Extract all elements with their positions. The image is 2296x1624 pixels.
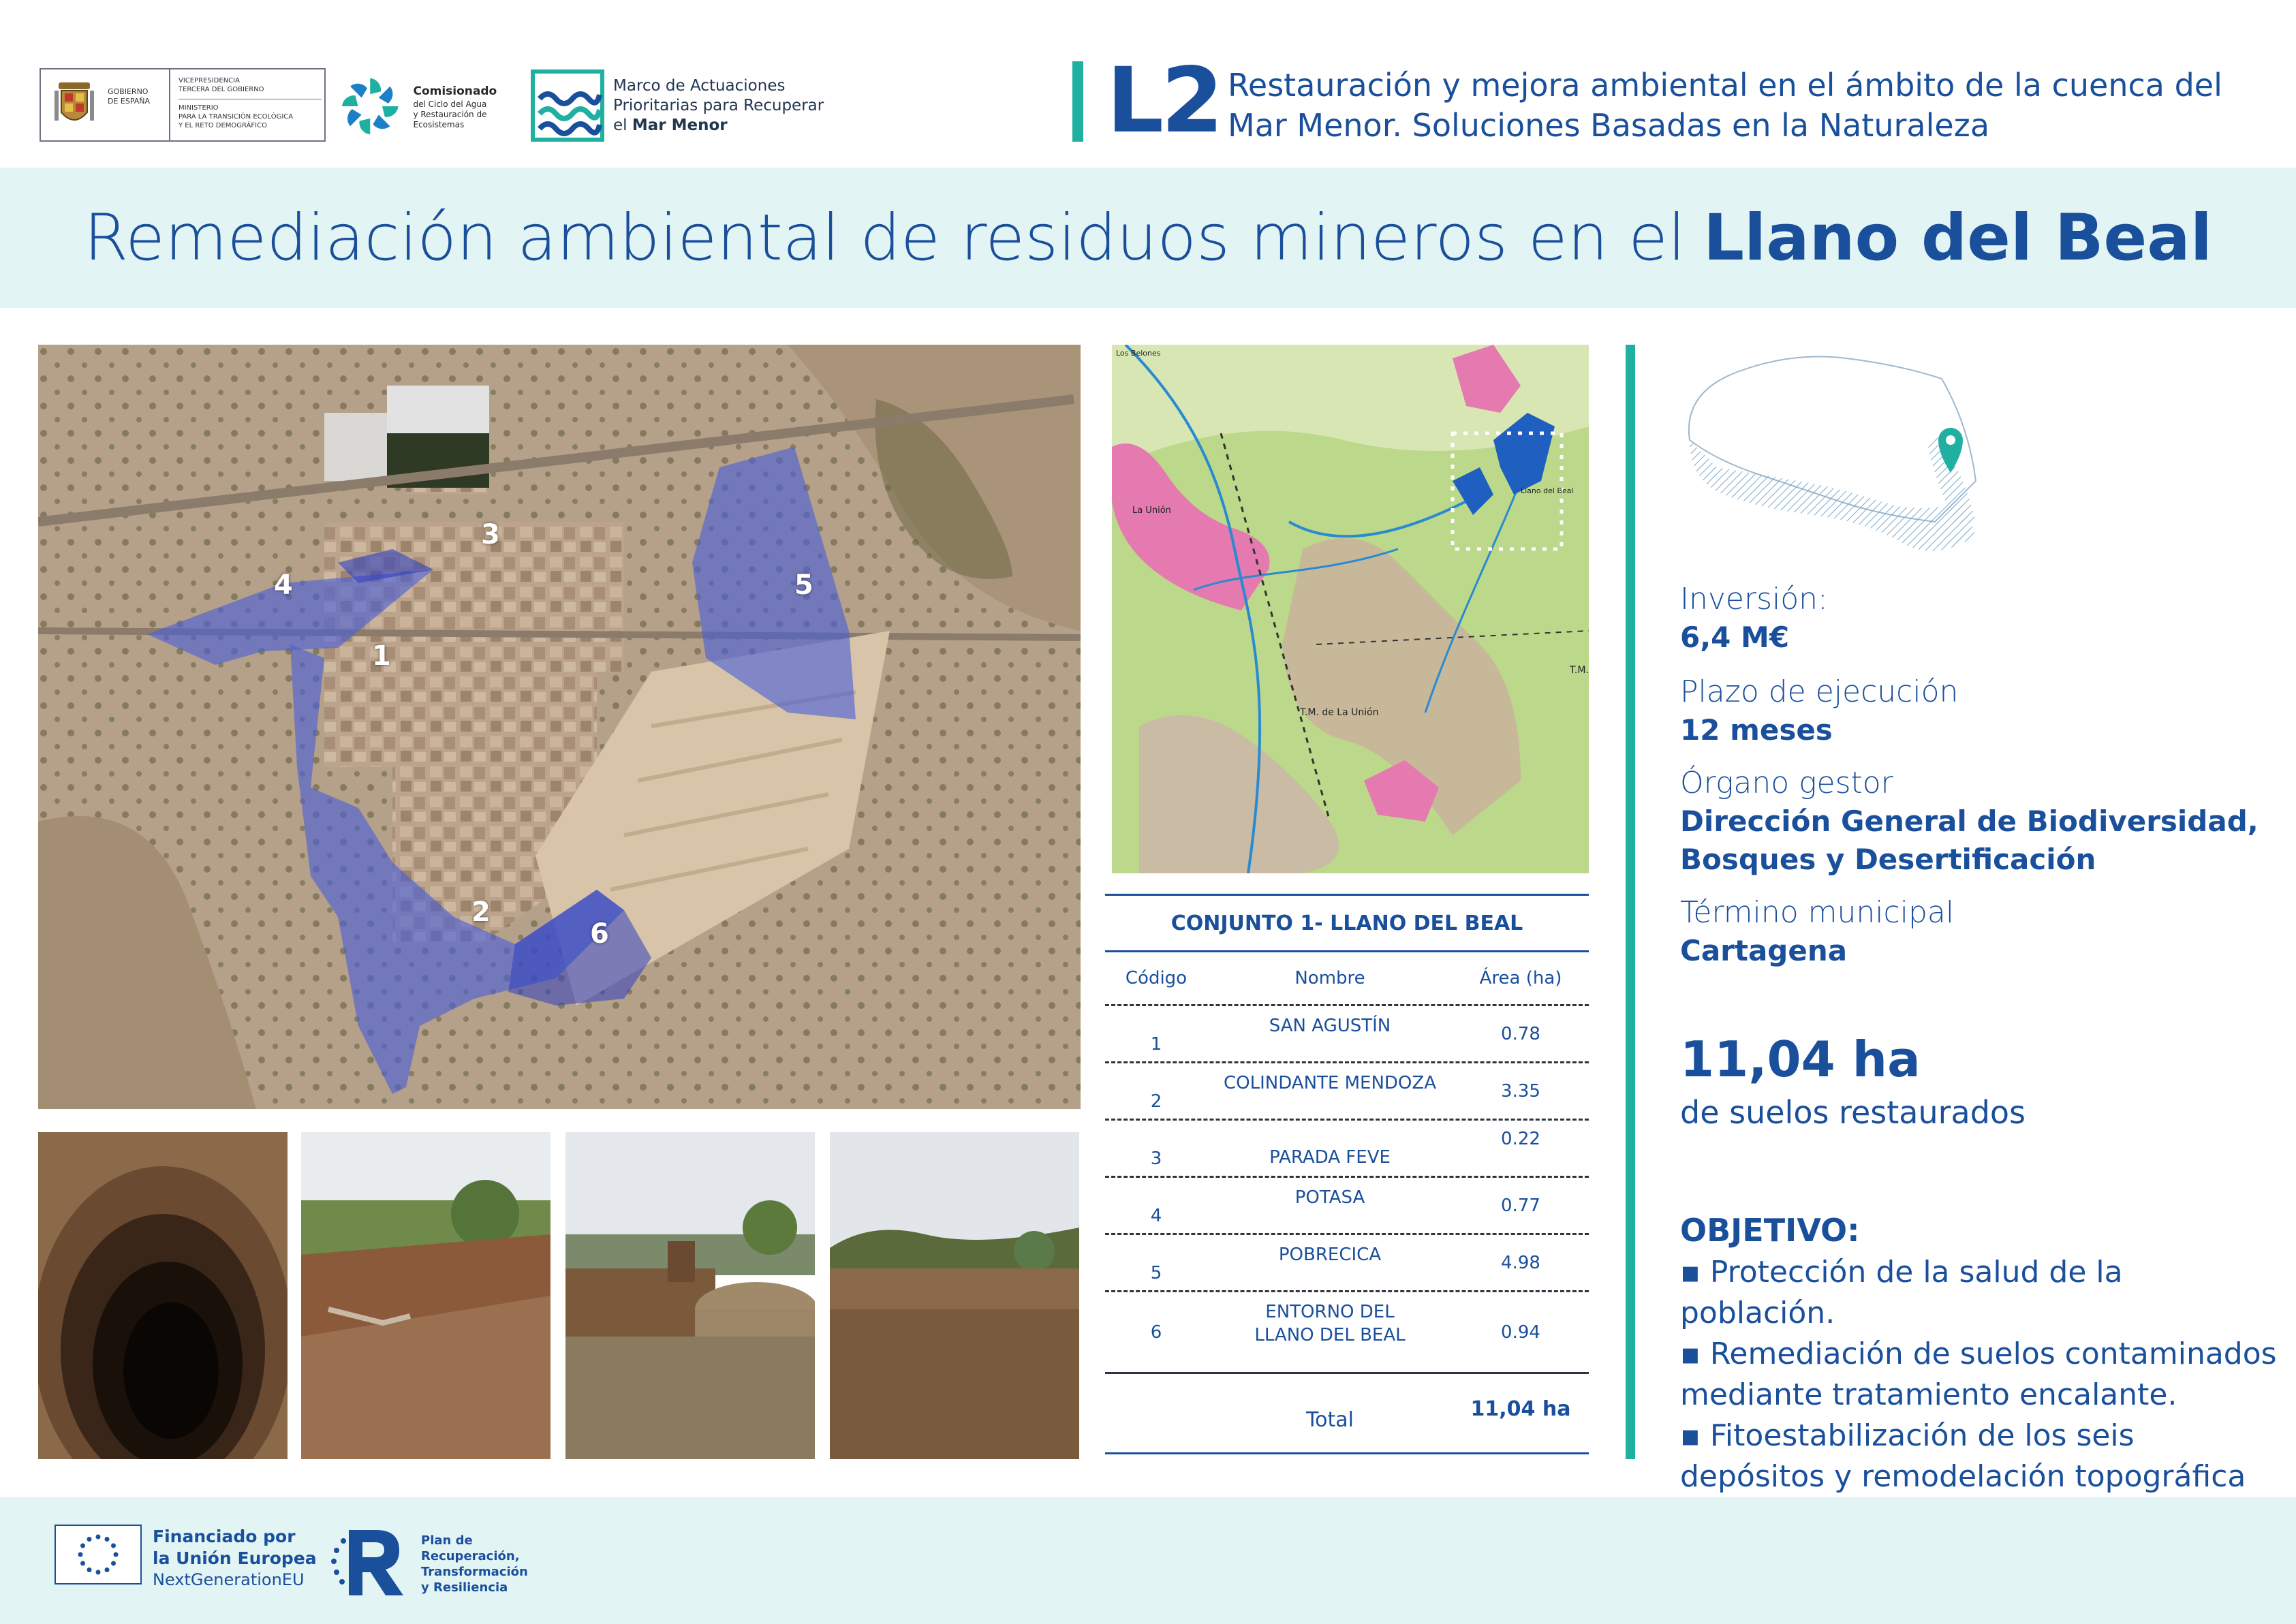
- aerial-photo: [38, 345, 1081, 1109]
- info-plazo: Plazo de ejecución 12 meses: [1680, 674, 1959, 747]
- restored-area-caption: de suelos restaurados: [1680, 1094, 2026, 1131]
- photo-tailings-slope: [301, 1132, 550, 1459]
- table-header-row: [1105, 952, 1589, 1004]
- list-item: ▪ Remediación de suelos contaminados mediante tratamiento encalante.: [1680, 1334, 2280, 1416]
- footer: [0, 1497, 2296, 1624]
- topo-label-belones: Los Belones: [1116, 349, 1161, 358]
- mar-menor-waves-icon: [530, 69, 605, 142]
- sites-table: [1105, 894, 1589, 1454]
- topo-label-tm: T.M.: [1570, 665, 1589, 676]
- total-label: Total: [1305, 1408, 1354, 1432]
- locator-map: [1676, 345, 2017, 567]
- site-label-3: 3: [481, 519, 500, 550]
- header-area: Área (ha): [1479, 968, 1562, 988]
- page-title: [0, 168, 2296, 308]
- line-description: Restauración y mejora ambiental en el ámbito de la cuenca del Mar Menor. Soluciones Basadas en la Naturaleza: [1228, 67, 2222, 144]
- gobierno-logo: [40, 68, 326, 142]
- title-band: [0, 168, 2296, 308]
- info-organo: Órgano gestor Dirección General de Biodiversidad, Bosques y Desertificación: [1680, 766, 2259, 876]
- objetivo-title: OBJETIVO:: [1680, 1212, 1860, 1249]
- topo-label-tm-la-union: T.M. de La Unión: [1300, 707, 1379, 718]
- coat-of-arms-icon: [41, 69, 108, 140]
- list-item: ▪ Fitoestabilización de los seis depósitos y remodelación topográfica: [1680, 1416, 2280, 1538]
- right-accent-bar: [1626, 345, 1635, 1459]
- table-row: 5 POBRECICA 4.98: [1105, 1233, 1589, 1290]
- table-row: 6 ENTORNO DEL LLANO DEL BEAL 0.94: [1105, 1290, 1589, 1372]
- page-title-regular: Remediación ambiental de residuos mineros en el: [84, 200, 1686, 275]
- comisionado-logo: [337, 65, 521, 147]
- comisionado-text: Comisionado del Ciclo del Agua y Restauración de Ecosistemas: [413, 84, 497, 129]
- table-title: CONJUNTO 1- LLANO DEL BEAL: [1170, 911, 1523, 935]
- table-row: 3 PARADA FEVE 0.22: [1105, 1119, 1589, 1176]
- aerial-map: [38, 345, 1081, 1109]
- photo-ruins: [565, 1132, 815, 1459]
- comisionado-icon: [337, 72, 403, 140]
- objetivo-list: [1680, 1252, 2280, 1538]
- site-label-4: 4: [274, 569, 293, 601]
- photo-bare-soil: [830, 1132, 1079, 1459]
- list-item: ▪ Protección de la salud de la población.: [1680, 1252, 2280, 1334]
- table-row: 2 COLINDANTE MENDOZA 3.35: [1105, 1061, 1589, 1119]
- marco-logo: [530, 68, 843, 143]
- eu-flag-icon: [55, 1525, 142, 1584]
- topographic-map: [1112, 345, 1589, 873]
- prtr-text: Plan de Recuperación, Transformación y Resiliencia: [421, 1533, 528, 1595]
- info-termino: Término municipal Cartagena: [1680, 895, 1955, 967]
- total-value: 11,04 ha: [1470, 1397, 1571, 1421]
- ministerio-text: VICEPRESIDENCIA TERCERA DEL GOBIERNO MINISTERIO PARA LA TRANSICIÓN ECOLÓGICA Y EL RETO DEMOGRÁFICO: [170, 69, 324, 140]
- marco-text: Marco de Actuaciones Prioritarias para Recuperar el Mar Menor: [613, 76, 824, 134]
- site-label-5: 5: [794, 569, 813, 601]
- topo-label-llano: Llano del Beal: [1521, 486, 1574, 495]
- prtr-logo-icon: [328, 1523, 412, 1599]
- site-label-6: 6: [590, 918, 609, 950]
- header-codigo: Código: [1125, 968, 1188, 988]
- restored-area-value: 11,04 ha: [1680, 1031, 1921, 1088]
- table-row: 4 POTASA 0.77: [1105, 1176, 1589, 1233]
- photo-mine-shaft: [38, 1132, 288, 1459]
- topo-label-la-union: La Unión: [1132, 505, 1171, 516]
- site-label-1: 1: [372, 640, 391, 672]
- header-nombre: Nombre: [1294, 968, 1365, 988]
- page-title-bold: Llano del Beal: [1703, 200, 2212, 275]
- info-inversion: Inversión: 6,4 M€: [1680, 582, 1828, 654]
- site-label-2: 2: [471, 896, 491, 928]
- eu-funding-text: Financiado por la Unión Europea NextGenerationEU: [153, 1527, 317, 1589]
- line-code: L2: [1106, 48, 1221, 153]
- table-row: 1 SAN AGUSTÍN 0.78: [1105, 1004, 1589, 1061]
- table-total-row: [1105, 1372, 1589, 1452]
- l2-accent-bar: [1072, 61, 1083, 142]
- gobierno-text: GOBIERNO DE ESPAÑA: [108, 69, 170, 140]
